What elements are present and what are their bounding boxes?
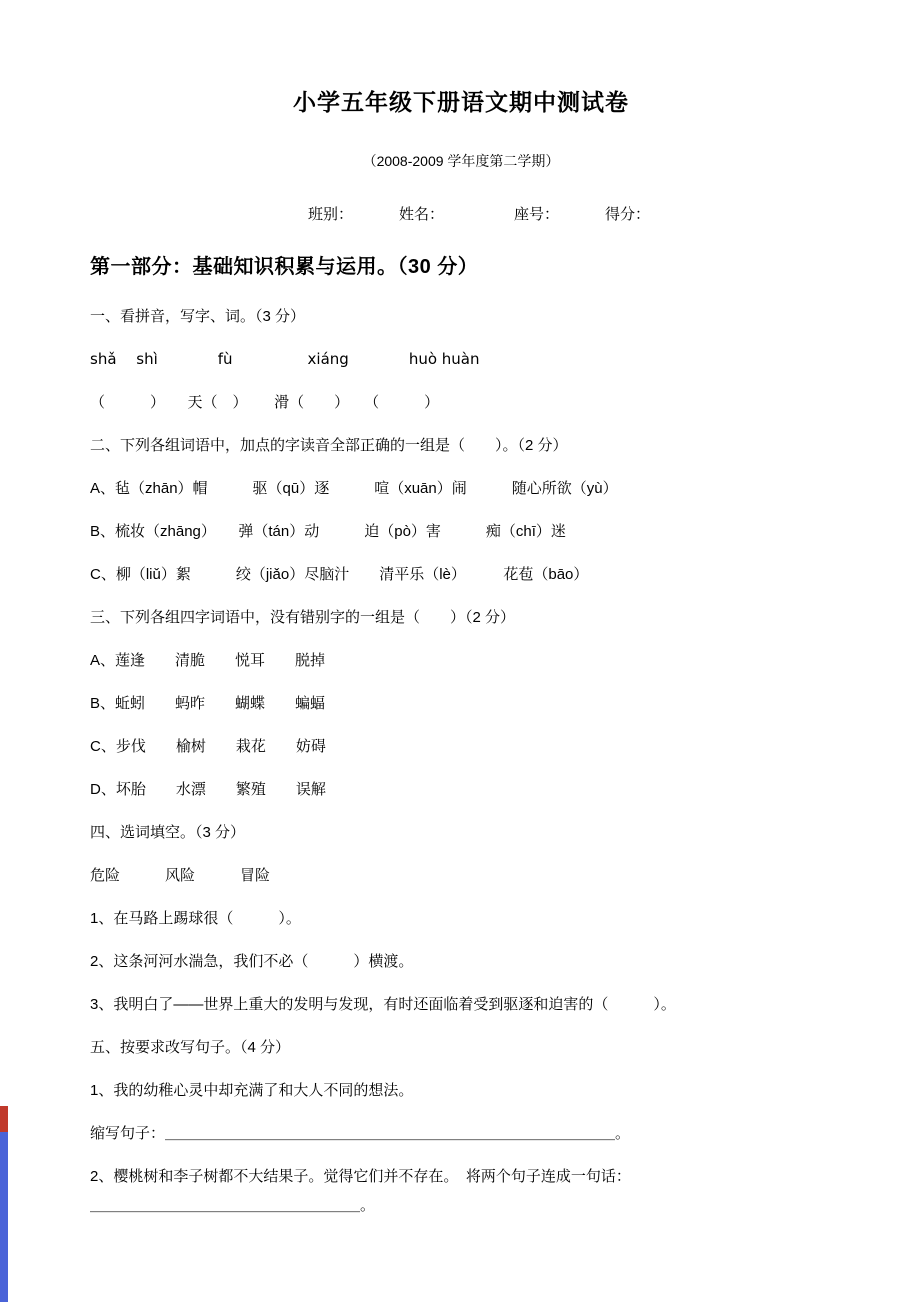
class-field-label: 班别：	[308, 206, 354, 223]
q5-item-2: 2、樱桃树和李子树都不大结果子。觉得它们并不存在。 将两个句子连成一句话：	[90, 1168, 631, 1185]
edge-strip-blue-segment	[0, 1132, 8, 1302]
q1-answer-blanks: （ ） 天（ ） 滑（ ） （ ）	[90, 394, 440, 411]
q2-prompt: 二、下列各组词语中，加点的字读音全部正确的一组是（ ）。（2 分）	[90, 437, 568, 454]
q2-option-a: A、毡（zhān）帽 驱（qū）逐 喧（xuān）闹 随心所欲（yù）	[90, 480, 618, 497]
page-title: 小学五年级下册语文期中测试卷	[293, 89, 629, 115]
section-1-heading: 第一部分：基础知识积累与运用。（30 分）	[90, 256, 479, 278]
q4-item-3: 3、我明白了——世界上重大的发明与发现，有时还面临着受到驱逐和迫害的（ ）。	[90, 996, 676, 1013]
q4-item-2: 2、这条河河水湍急，我们不必（ ）横渡。	[90, 953, 414, 970]
page-subtitle: （2008-2009 学年度第二学期）	[362, 153, 560, 169]
q4-word-bank: 危险 风险 冒险	[90, 867, 271, 884]
q1-prompt: 一、看拼音，写字、词。（3 分）	[90, 308, 306, 325]
q3-prompt: 三、下列各组四字词语中，没有错别字的一组是（ ）（2 分）	[90, 609, 516, 626]
q5-rewrite-blank-line: 缩写句子：＿＿＿＿＿＿＿＿＿＿＿＿＿＿＿＿＿＿＿＿＿＿＿＿＿＿＿＿＿＿。	[90, 1125, 631, 1142]
q4-prompt: 四、选词填空。（3 分）	[90, 824, 246, 841]
q4-item-1: 1、在马路上踢球很（ ）。	[90, 910, 301, 927]
q3-option-d: D、坏胎 水漂 繁殖 误解	[90, 781, 326, 798]
q2-option-c: C、柳（liǔ）絮 绞（jiǎo）尽脑汁 清平乐（lè） 花苞（bāo）	[90, 566, 589, 583]
name-field-label: 姓名：	[399, 206, 445, 223]
page-edge-strip	[0, 1106, 8, 1302]
q5-item-1: 1、我的幼稚心灵中却充满了和大人不同的想法。	[90, 1082, 414, 1099]
edge-strip-red-segment	[0, 1106, 8, 1132]
q2-option-b: B、梳妆（zhāng） 弹（tán）动 迫（pò）害 痴（chī）迷	[90, 523, 566, 540]
student-info-line	[90, 203, 832, 224]
q3-option-a: A、莲逢 清脆 悦耳 脱掉	[90, 652, 326, 669]
q5-prompt: 五、按要求改写句子。（4 分）	[90, 1039, 291, 1056]
score-field-label: 得分：	[605, 206, 651, 223]
q3-option-b: B、蚯蚓 蚂昨 蝴蝶 蝙蝠	[90, 695, 326, 712]
q1-pinyin-row: shǎ shì fù xiáng huò huàn	[90, 350, 480, 368]
seat-field-label: 座号：	[514, 206, 560, 223]
q3-option-c: C、步伐 榆树 栽花 妨碍	[90, 738, 326, 755]
q5-answer-blank-line: ＿＿＿＿＿＿＿＿＿＿＿＿＿＿＿＿＿＿。	[90, 1197, 376, 1214]
